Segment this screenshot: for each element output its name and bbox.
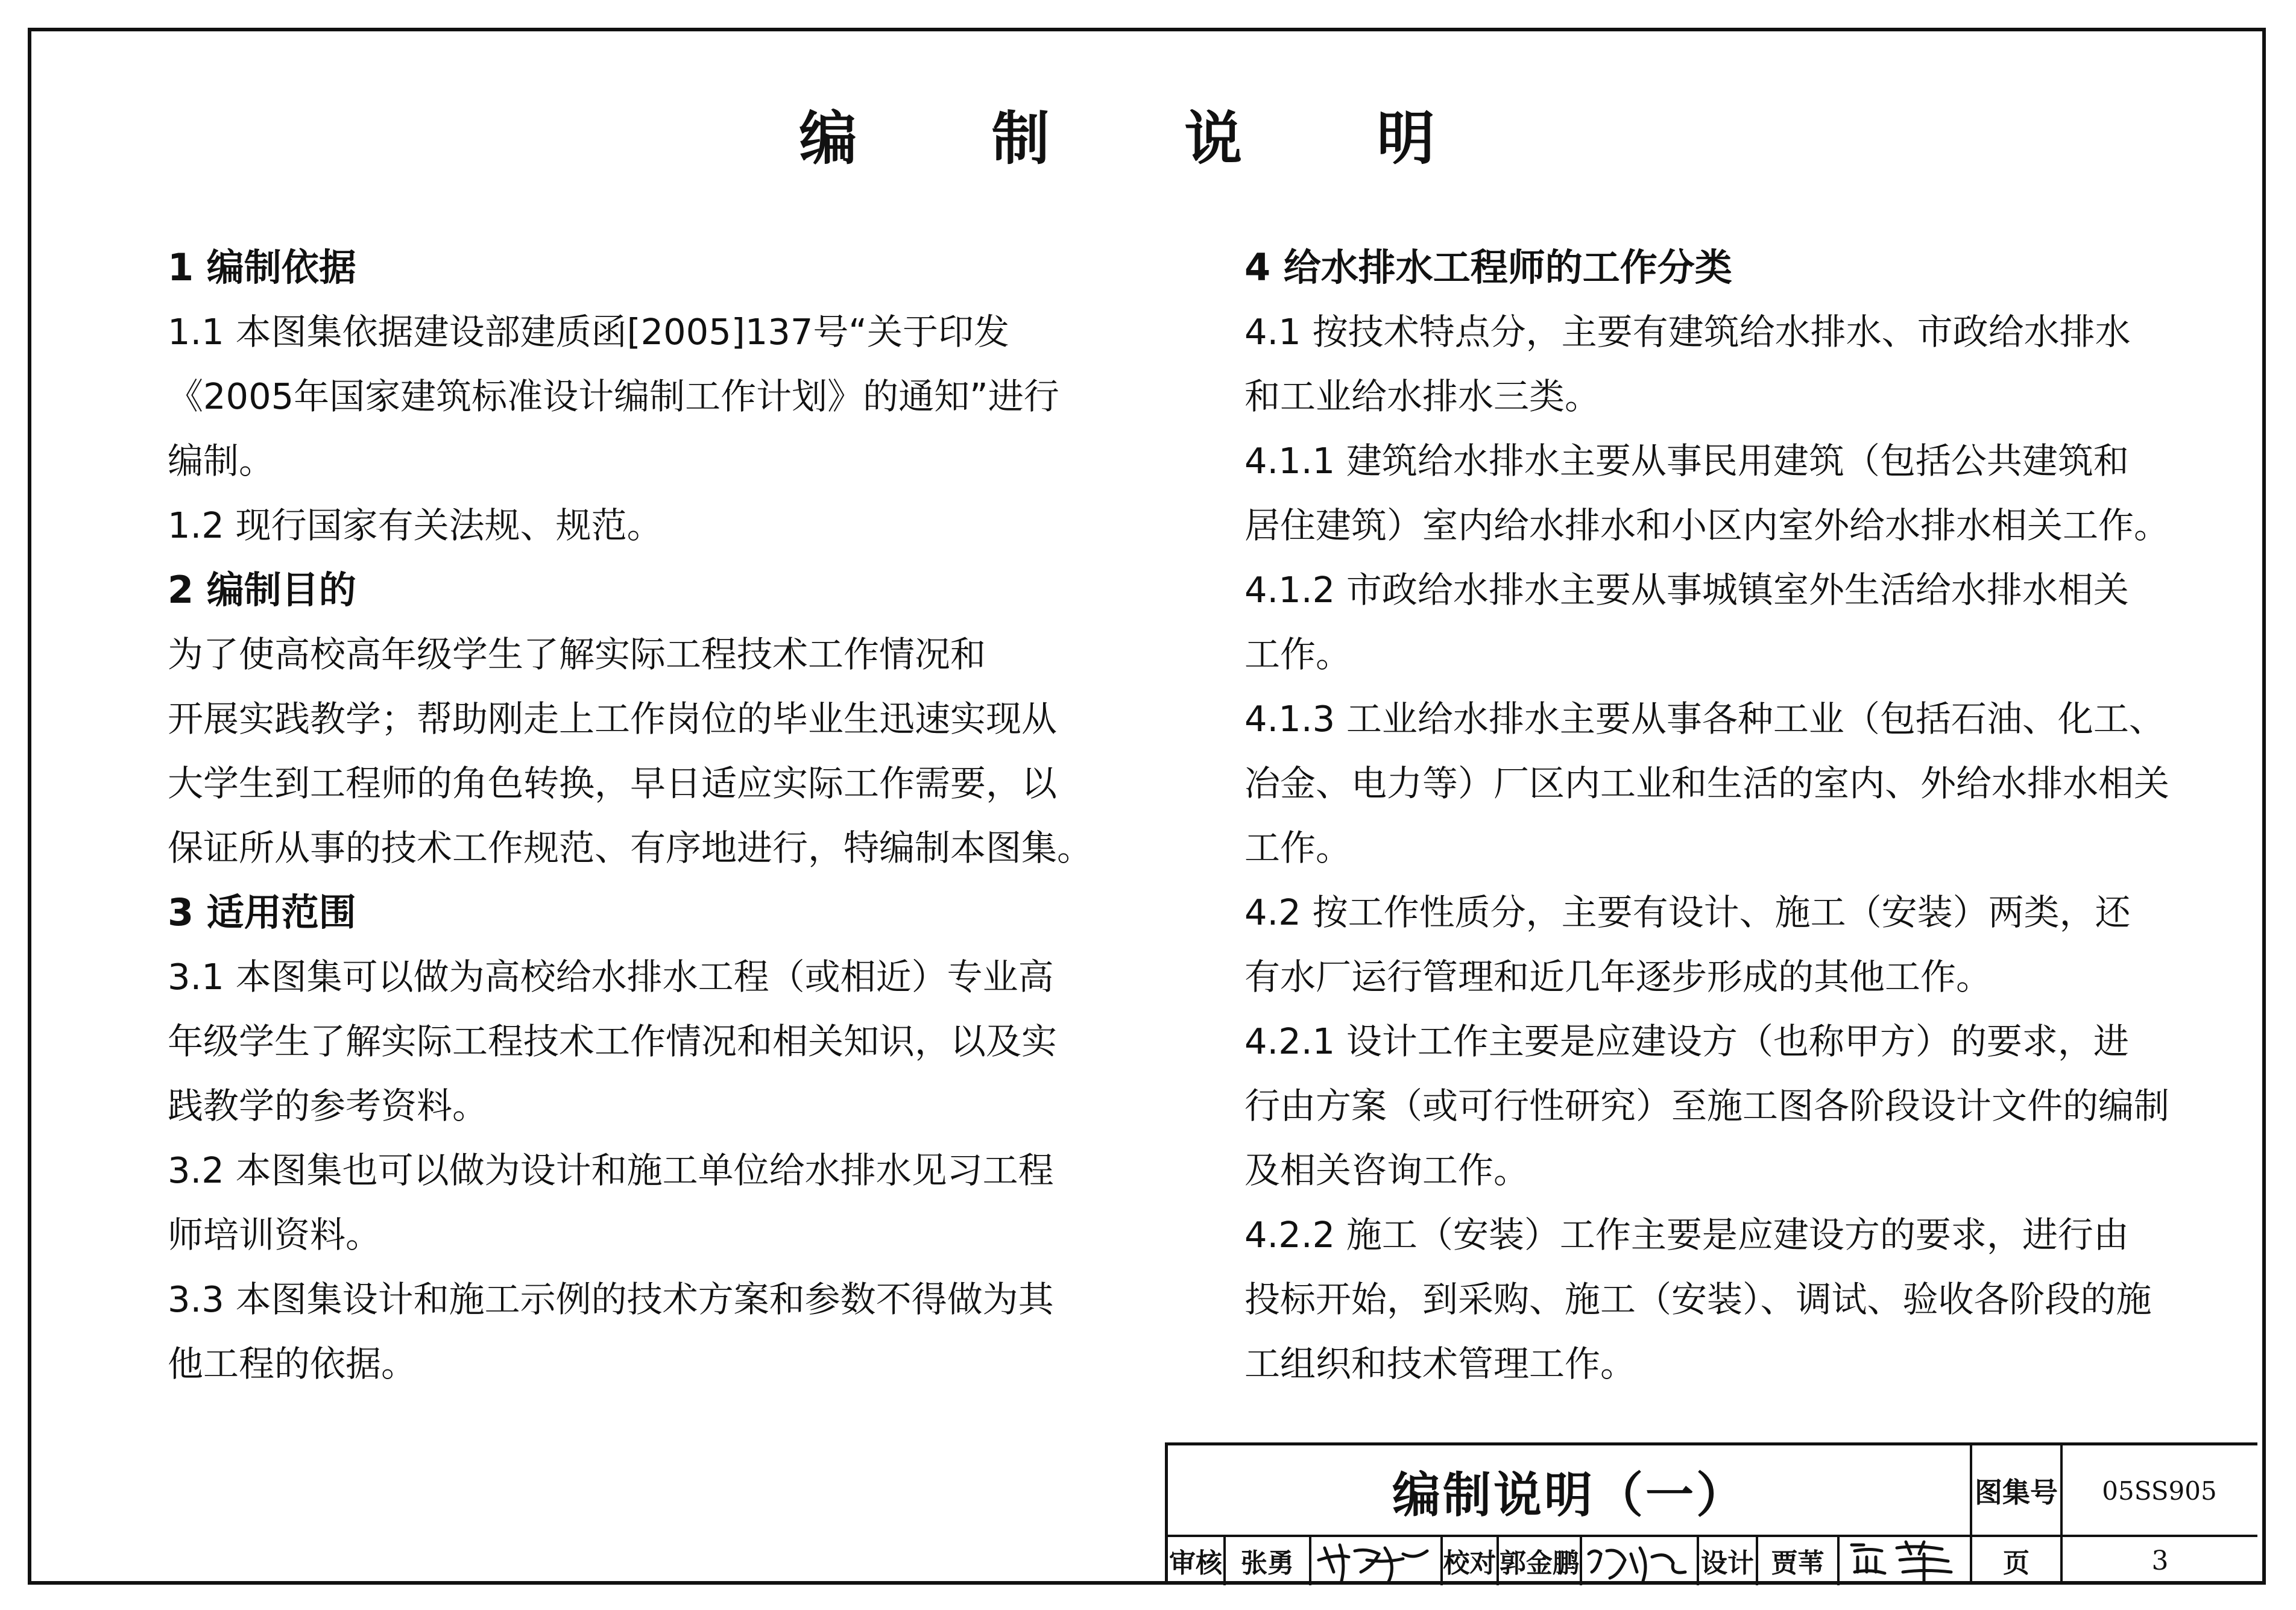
text-line: 开展实践教学；帮助刚走上工作岗位的毕业生迅速实现从 (168, 698, 1058, 740)
section-heading: 3 适用范围 (168, 890, 356, 934)
section-heading: 4 给水排水工程师的工作分类 (1244, 245, 1732, 289)
text-line: 投标开始，到采购、施工（安装）、调试、验收各阶段的施 (1244, 1278, 2152, 1320)
text-line: 3.2 本图集也可以做为设计和施工单位给水排水见习工程 (168, 1149, 1054, 1191)
atlas-number: 05SS905 (2102, 1476, 2217, 1506)
designer-signature (1840, 1536, 1969, 1585)
text-line: 居住建筑）室内给水排水和小区内室外给水排水相关工作。 (1244, 505, 2170, 546)
reviewer-name: 张勇 (1241, 1548, 1294, 1579)
text-line: 1.2 现行国家有关法规、规范。 (168, 505, 663, 546)
design-label: 设计 (1701, 1548, 1754, 1579)
text-line: 他工程的依据。 (168, 1343, 417, 1385)
text-line: 工作。 (1244, 827, 1352, 869)
text-line: 大学生到工程师的角色转换，早日适应实际工作需要，以 (168, 763, 1058, 804)
text-line: 保证所从事的技术工作规范、有序地进行，特编制本图集。 (168, 827, 1093, 869)
atlas-number-label: 图集号 (1975, 1476, 2058, 1509)
checker-signature (1583, 1536, 1695, 1585)
section-heading: 1 编制依据 (168, 245, 356, 289)
text-line: 为了使高校高年级学生了解实际工程技术工作情况和 (168, 634, 986, 675)
text-line: 4.2 按工作性质分，主要有设计、施工（安装）两类，还 (1244, 891, 2131, 933)
text-line: 4.1.2 市政给水排水主要从事城镇室外生活给水排水相关 (1244, 569, 2129, 611)
text-line: 冶金、电力等）厂区内工业和生活的室内、外给水排水相关 (1244, 763, 2170, 804)
title-block (1165, 1442, 2257, 1584)
text-line: 工组织和技术管理工作。 (1244, 1343, 1636, 1385)
page-label: 页 (2003, 1548, 2030, 1579)
section-heading: 2 编制目的 (168, 568, 356, 612)
text-line: 及相关咨询工作。 (1244, 1149, 1530, 1191)
right-column (1244, 235, 2296, 1396)
page-number: 3 (2151, 1545, 2169, 1576)
text-line: 4.2.2 施工（安装）工作主要是应建设方的要求，进行由 (1244, 1214, 2129, 1256)
text-line: 行由方案（或可行性研究）至施工图各阶段设计文件的编制 (1244, 1085, 2170, 1127)
text-line: 年级学生了解实际工程技术工作情况和相关知识，以及实 (168, 1020, 1058, 1062)
text-line: 1.1 本图集依据建设部建质函[2005]137号“关于印发 (168, 311, 1009, 353)
text-line: 师培训资料。 (168, 1214, 382, 1256)
check-label: 校对 (1443, 1548, 1496, 1579)
title-block-divider (1580, 1536, 1582, 1585)
review-label: 审核 (1169, 1548, 1222, 1579)
text-line: 4.1.3 工业给水排水主要从事各种工业（包括石油、化工、 (1244, 698, 2165, 740)
sheet-title: 编制说明（一） (1392, 1467, 1747, 1523)
reviewer-signature (1313, 1536, 1438, 1585)
text-line: 3.3 本图集设计和施工示例的技术方案和参数不得做为其 (168, 1278, 1054, 1320)
text-line: 4.1 按技术特点分，主要有建筑给水排水、市政给水排水 (1244, 311, 2131, 353)
text-line: 践教学的参考资料。 (168, 1085, 488, 1127)
checker-name: 郭金鹏 (1500, 1548, 1579, 1579)
left-column (168, 235, 1229, 1396)
text-line: 和工业给水排水三类。 (1244, 376, 1601, 417)
text-line: 《2005年国家建筑标准设计编制工作计划》的通知”进行 (168, 376, 1059, 417)
page-title: 编 制 说 明 (799, 105, 1492, 172)
designer-name: 贾苇 (1771, 1548, 1824, 1579)
text-line: 编制。 (168, 440, 275, 482)
title-block-divider (1309, 1536, 1311, 1585)
text-line: 4.1.1 建筑给水排水主要从事民用建筑（包括公共建筑和 (1244, 440, 2129, 482)
text-line: 有水厂运行管理和近几年逐步形成的其他工作。 (1244, 956, 1992, 998)
text-line: 4.2.1 设计工作主要是应建设方（也称甲方）的要求，进 (1244, 1020, 2129, 1062)
text-line: 工作。 (1244, 634, 1352, 675)
text-line: 3.1 本图集可以做为高校给水排水工程（或相近）专业高 (168, 956, 1054, 998)
